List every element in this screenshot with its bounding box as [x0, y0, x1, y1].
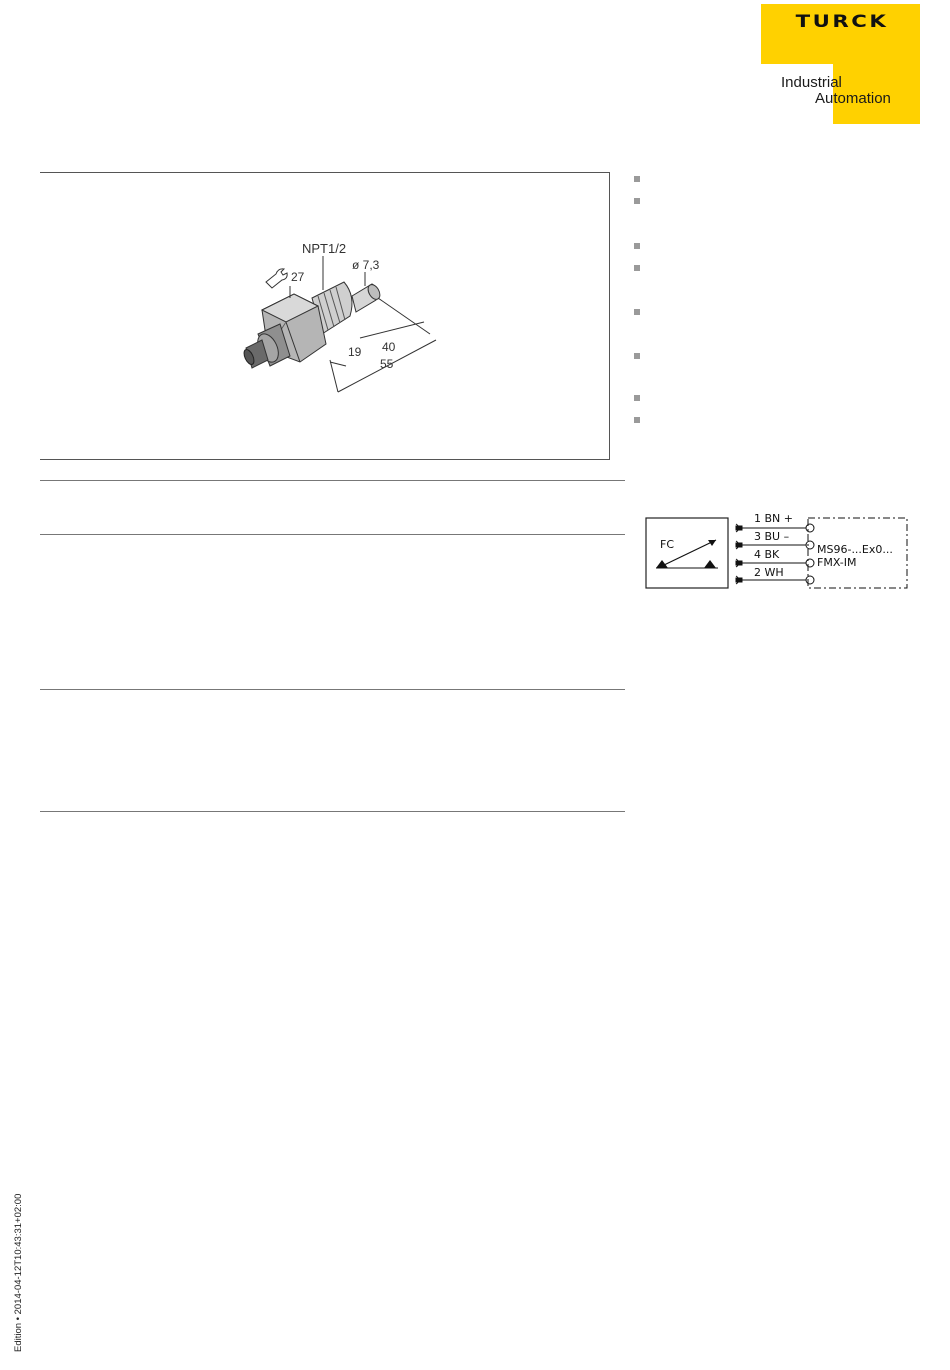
section-divider — [40, 689, 625, 690]
dimension-drawing — [0, 0, 950, 470]
section-divider — [40, 534, 625, 535]
sensor-box — [646, 518, 728, 588]
dimension-55-label: 55 — [380, 357, 394, 371]
diameter-label: ø 7,3 — [352, 258, 380, 272]
feature-bullet — [634, 265, 640, 271]
dimension-19-label: 19 — [348, 345, 362, 359]
pin-1-label: 1 BN + — [754, 512, 793, 525]
wrench-size-label: 27 — [291, 270, 305, 284]
module-fmx-label: FMX-IM — [817, 556, 857, 569]
module-ms96-label: MS96-...Ex0... — [817, 543, 893, 556]
pin-2-label: 2 WH — [754, 566, 784, 579]
feature-bullet — [634, 176, 640, 182]
brand-wordmark: TURCK — [795, 12, 889, 32]
pin-3-label: 3 BU – — [754, 530, 790, 543]
thread-label: NPT1/2 — [302, 241, 347, 256]
feature-bullet — [634, 395, 640, 401]
edition-stamp: Edition • 2014-04-12T10:43:31+02:00 — [13, 1193, 24, 1352]
section-divider — [40, 811, 625, 812]
brand-tagline-industrial: Industrial — [781, 74, 842, 91]
feature-bullet — [634, 353, 640, 359]
probe-tip — [352, 283, 382, 312]
feature-bullet — [634, 243, 640, 249]
wiring-diagram — [640, 508, 915, 598]
feature-bullet — [634, 198, 640, 204]
section-divider — [40, 480, 625, 481]
wrench-icon — [266, 269, 287, 288]
pin-4-label: 4 BK — [754, 548, 780, 561]
brand-tagline-automation: Automation — [815, 90, 891, 107]
sensor-label: FC — [660, 538, 675, 551]
feature-bullet — [634, 309, 640, 315]
feature-bullet — [634, 417, 640, 423]
dimension-40-label: 40 — [382, 340, 396, 354]
